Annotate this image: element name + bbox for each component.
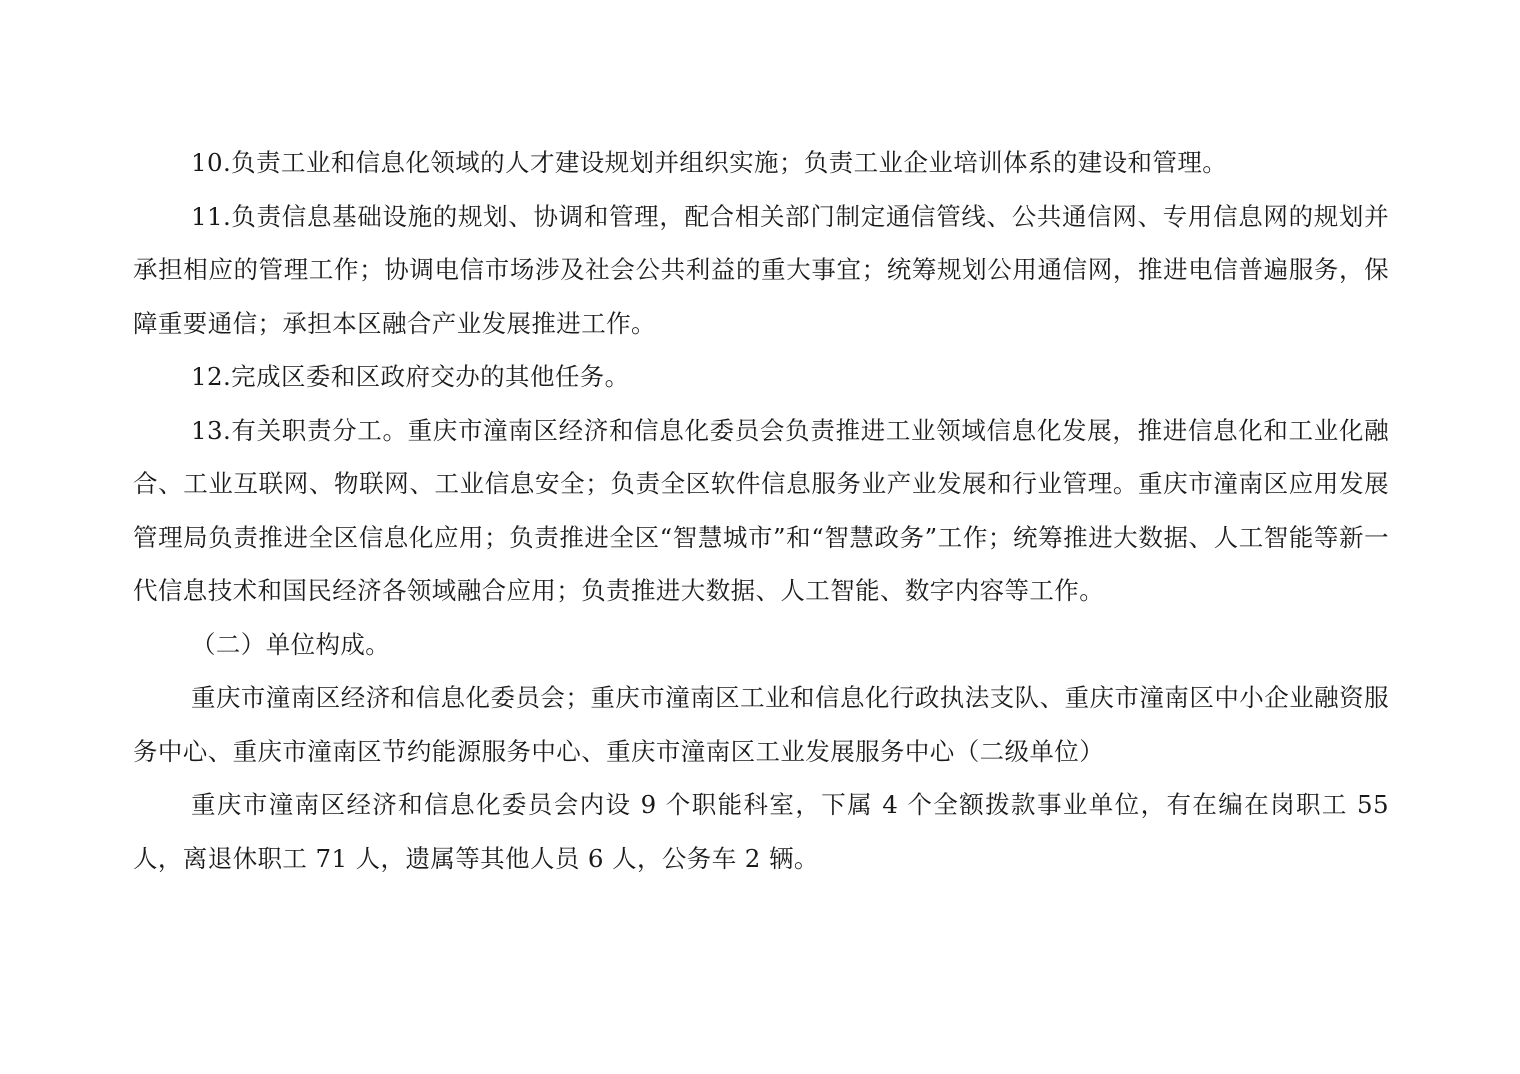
paragraph-staffing: 重庆市潼南区经济和信息化委员会内设 9 个职能科室，下属 4 个全额拨款事业单位，有在编在岗职工 55 人，离退休职工 71 人，遗属等其他人员 6 人，公务车 2 辆。 (133, 790, 1389, 873)
section-heading-unit-composition: （二）单位构成。 (191, 629, 391, 659)
paragraph-unit-list: 重庆市潼南区经济和信息化委员会；重庆市潼南区工业和信息化行政执法支队、重庆市潼南区中小企业融资服务中心、重庆市潼南区节约能源服务中心、重庆市潼南区工业发展服务中心（二级单位） (133, 683, 1389, 766)
paragraph-duty-12: 12.完成区委和区政府交办的其他任务。 (191, 362, 630, 391)
document-body (133, 136, 1389, 885)
paragraph-duty-10: 10.负责工业和信息化领域的人才建设规划并组织实施；负责工业企业培训体系的建设和管理。 (191, 148, 1228, 177)
paragraph-duty-11: 11.负责信息基础设施的规划、协调和管理，配合相关部门制定通信管线、公共通信网、专用信息网的规划并承担相应的管理工作；协调电信市场涉及社会公共利益的重大事宜；统筹规划公用通信网，推进电信普遍服务，保障重要通信；承担本区融合产业发展推进工作。 (133, 201, 1389, 338)
paragraph-duty-13: 13.有关职责分工。重庆市潼南区经济和信息化委员会负责推进工业领域信息化发展，推进信息化和工业化融合、工业互联网、物联网、工业信息安全；负责全区软件信息服务业产业发展和行业管理。重庆市潼南区应用发展管理局负责推进全区信息化应用；负责推进全区“智慧城市”和“智慧政务”工作；统筹推进大数据、人工智能等新一代信息技术和国民经济各领域融合应用；负责推进大数据、人工智能、数字内容等工作。 (133, 415, 1389, 605)
